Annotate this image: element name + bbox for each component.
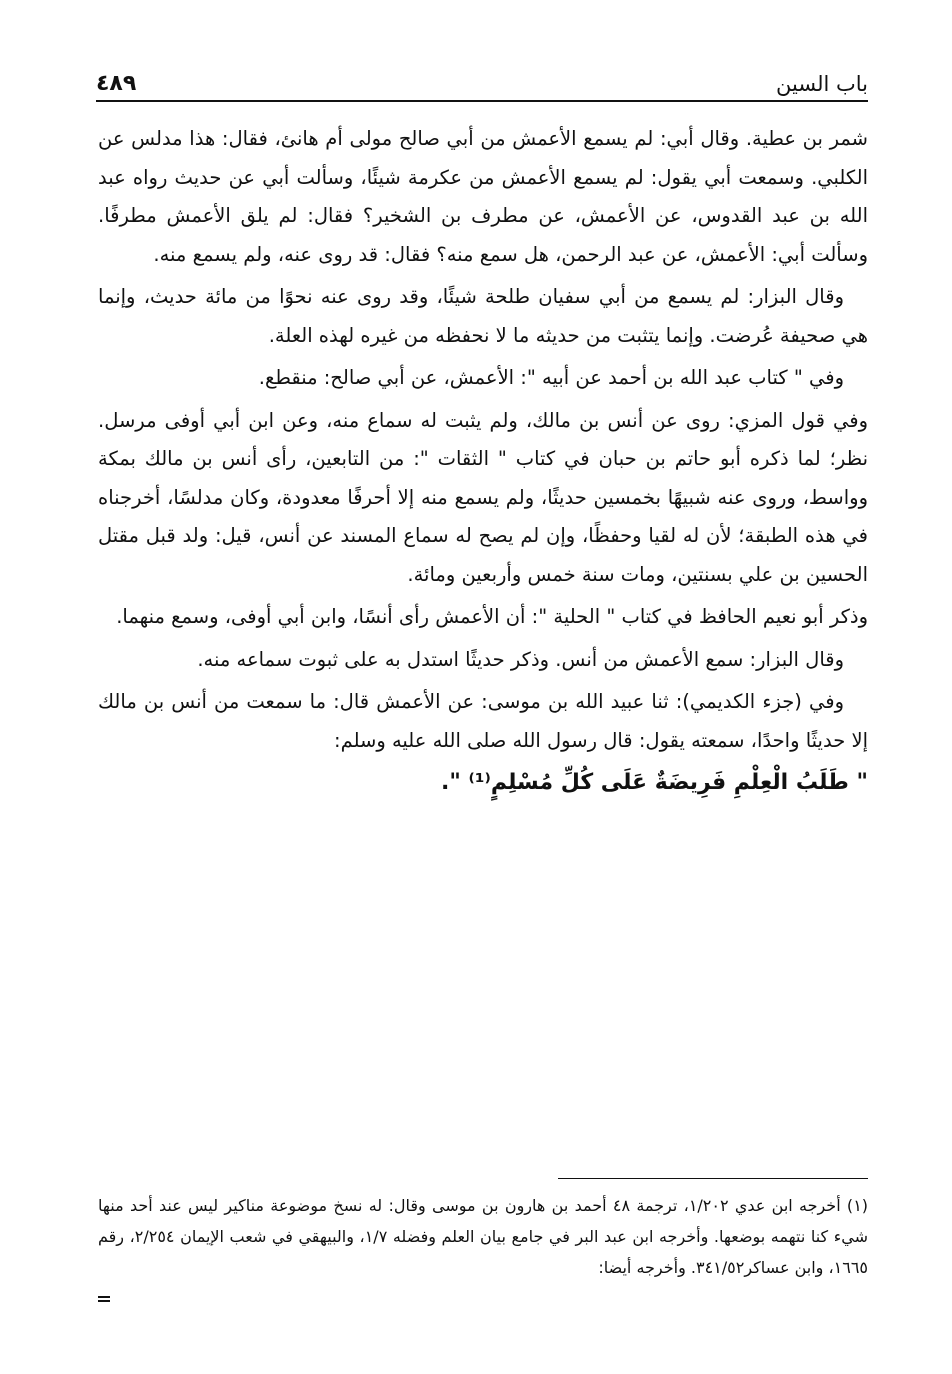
paragraph-3: وفي " كتاب عبد الله بن أحمد عن أبيه ": الأعمش، عن أبي صالح: منقطع. — [258, 366, 844, 389]
paragraph-4: وفي قول المزي: روى عن أنس بن مالك، ولم يثبت له سماع منه، وعن ابن أبي أوفى مرسل. نظر؛ لما ذكره أبو حاتم بن حبان في كتاب " الثقات ": من التابعين، رأى أنس بن مالك بمكة وواسط، وروى عنه شبيهًا بخمسين حديثًا، ولم يسمع منه إلا أحرفًا معدودة، وكان مدلسًا، أخرجناه في هذه الطبقة؛ لأن له لقيا وحفظًا، وإن لم يصح له سماع المسند عن أنس، قيل: ولد قبل مقتل الحسين بن علي بسنتين، ومات سنة خمس وأربعين ومائة. — [98, 408, 868, 586]
paragraph-5: وذكر أبو نعيم الحافظ في كتاب " الحلية ": أن الأعمش رأى أنسًا، وابن أبي أوفى، وسمع منهما. — [116, 605, 868, 628]
paragraph-2: وقال البزار: لم يسمع من أبي سفيان طلحة شيئًا، وقد روى عنه نحوًا من مائة حديث، وإنما هي صحيفة عُرضت. وإنما يتثبت من حديثه ما لا نحفظه من غيره لهذه العلة. — [98, 285, 868, 347]
main-text — [98, 120, 868, 807]
hadith-quote: " طَلَبُ الْعِلْمِ فَرِيضَةٌ عَلَى كُلِّ مُسْلِمٍ⁽¹⁾ ". — [441, 770, 868, 795]
page-header — [96, 58, 868, 96]
chapter-title: باب السين — [776, 72, 868, 96]
header-divider — [96, 100, 868, 102]
paragraph-7: وفي (جزء الكديمي): ثنا عبيد الله بن موسى: عن الأعمش قال: ما سمعت من أنس بن مالك إلا حديثًا واحدًا، سمعته يقول: قال رسول الله صلى الله عليه وسلم: — [98, 690, 868, 752]
continuation-mark — [98, 1296, 110, 1298]
footnote-1: (١) أخرجه ابن عدي ١/٢٠٢، ترجمة ٤٨ أحمد بن هارون بن موسى وقال: له نسخ موضوعة مناكير ليس عند أحد منها شيء كنا نتهمه بوضعها. وأخرجه ابن عبد البر في جامع بيان العلم وفضله ١/٧، والبيهقي في شعب الإيمان ٢/٢٥٤، رقم ١٦٦٥، وابن عساكر٣٤١/٥٢. وأخرجه أيضا: — [98, 1196, 869, 1277]
paragraph-6: وقال البزار: سمع الأعمش من أنس. وذكر حديثًا استدل به على ثبوت سماعه منه. — [197, 647, 844, 671]
paragraph-1: شمر بن عطية. وقال أبي: لم يسمع الأعمش من أبي صالح مولى أم هانئ، فقال: هذا مدلس عن الكلبي. وسمعت أبي يقول: لم يسمع الأعمش من عكرمة شيئًا، وسألت أبي عن حديث رواه عبد الله بن عبد القدوس، عن الأعمش، عن مطرف بن الشخير؟ فقال: لم يلق الأعمش مطرفًا. وسألت أبي: الأعمش، عن عبد الرحمن، هل سمع منه؟ فقال: قد روى عنه، ولم يسمع منه. — [98, 127, 868, 266]
footnote — [98, 1190, 868, 1283]
footnote-divider — [558, 1178, 868, 1179]
page-number: ٤٨٩ — [96, 71, 137, 96]
